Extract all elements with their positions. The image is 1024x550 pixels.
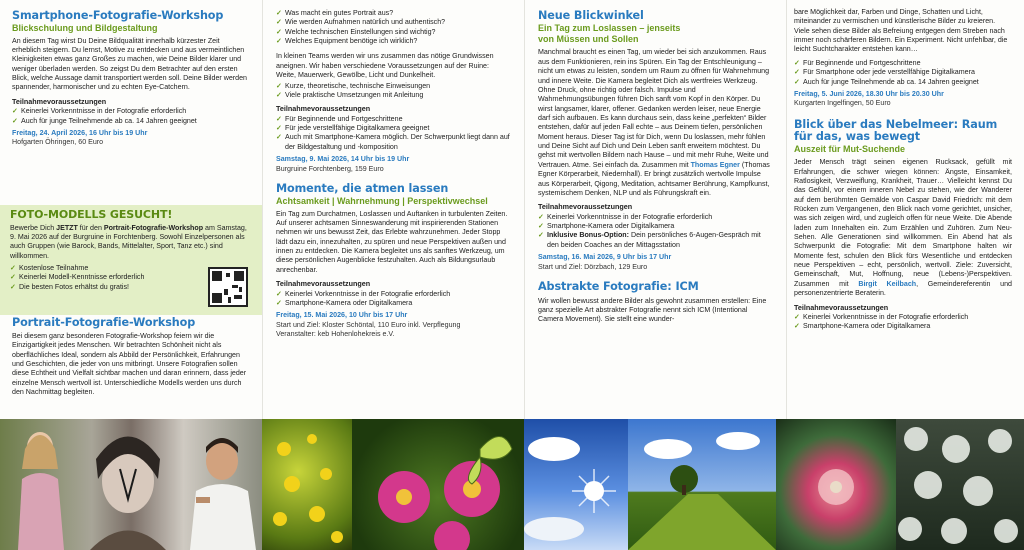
sky-sun-photo: [524, 419, 628, 550]
workshop-text-part: , Gemeindereferentin und personenzentrierte Beraterin.: [794, 279, 1012, 298]
requirements-list: [12, 107, 250, 126]
event-location: Start und Ziel: Kloster Schöntal, 110 Euro inkl. Verpflegung: [276, 320, 461, 329]
dandelion-illustration: [896, 419, 1024, 550]
event-date: Samstag, 16. Mai 2026, 9 Uhr bis 17 Uhr: [538, 253, 672, 262]
workshop-text: An diesem Tag wirst Du Deine Bildqualität innerhalb kürzester Zeit erheblich steigern. Du lernst, Motive zu entdecken und aus vermeintlichen Kleinigkeiten etwas ganz Großes zu machen, wie Deine Bilder klarer und weniger überladen werden. So zeigst Du dem Betrachter auf den ersten Blick, welche Aussage damit transportiert werden soll. Deine Bilder werden spannender, harmonischer und zu echten Eye-Catchern.: [12, 36, 247, 92]
butterfly-flowers-photo: [352, 419, 524, 550]
workshop-text: [538, 48, 772, 198]
list-item: ✓ Auch für junge Teilnehmende ab ca. 14 Jahren geeignet: [794, 78, 1012, 87]
features-list: [276, 82, 510, 101]
requirements-heading: Teilnahmevoraussetzungen: [276, 279, 371, 289]
workshop-title: Abstrakte Fotografie: ICM: [538, 279, 699, 293]
callout-text-part: für den: [77, 223, 104, 232]
list-item: ✓ Für Beginnende und Fortgeschrittene: [794, 59, 1012, 68]
workshop-text: Wir wollen bewusst andere Bilder als gewohnt zusammen erstellen: Eine ganz spezielle Art abstrakter Fotografie nennt sich ICM (Intentional Camera Movement). Sie stellt eine wunder-: [538, 296, 767, 324]
requirements-list: [794, 59, 1012, 87]
list-item: ✓ Smartphone-Kamera oder Digitalkamera: [794, 322, 1012, 331]
requirements-heading: Teilnahmevoraussetzungen: [794, 302, 889, 312]
workshop-title: Smartphone-Fotografie-Workshop: [12, 9, 224, 22]
event-location: Hofgarten Öhringen, 60 Euro: [12, 138, 104, 147]
sky-illustration: [524, 419, 628, 550]
requirements-heading: Teilnahmevoraussetzungen: [538, 202, 633, 212]
list-item: ✓ Keinerlei Modell-Kenntnisse erforderlich: [10, 273, 252, 282]
list-item: ✓ Welches Equipment benötige ich wirklich?: [276, 37, 510, 46]
list-item: ✓ Auch mit Smartphone-Kamera möglich. Der Schwerpunkt liegt dann auf der Bildgestaltung und -komposition: [276, 133, 510, 152]
column-1-lower: [0, 317, 262, 419]
workshop-subtitle: Ein Tag zum Loslassen – jenseits von Müssen und Sollen: [538, 22, 681, 44]
event-date: Freitag, 15. Mai 2026, 10 Uhr bis 17 Uhr: [276, 311, 408, 320]
list-item: ✓ Keinerlei Vorkenntnisse in der Fotografie erforderlich: [276, 290, 510, 299]
callout-text-part: Bewerbe Dich: [10, 223, 57, 232]
list-item: ✓ Viele praktische Umsetzungen mit Anleitung: [276, 91, 510, 100]
model-callout-box: [0, 205, 262, 315]
list-item: ✓ Für Beginnende und Fortgeschrittene: [276, 115, 510, 124]
abstract-flower-photo: [776, 419, 896, 550]
callout-title: FOTO-MODELLS GESUCHT!: [10, 208, 173, 221]
portrait-photos: [0, 419, 262, 550]
meadow-illustration: [628, 419, 776, 550]
list-item: ✓ Für jede verstellfähige Digitalkamera geeignet: [276, 124, 510, 133]
dandelions-photo: [896, 419, 1024, 550]
workshop-title: Neue Blickwinkel: [538, 9, 644, 22]
list-item: ✓ Smartphone-Kamera oder Digitalkamera: [538, 222, 772, 231]
list-item: ✓ Welche technischen Einstellungen sind wichtig?: [276, 28, 510, 37]
photo-strip: [0, 419, 1024, 550]
event-location: Kurgarten Ingelfingen, 50 Euro: [794, 99, 891, 108]
list-item: ✓ Was macht ein gutes Portrait aus?: [276, 9, 510, 18]
meadow-tree-photo: [628, 419, 776, 550]
event-date: Freitag, 5. Juni 2026, 18.30 Uhr bis 20.30 Uhr: [794, 89, 944, 98]
column-4: [786, 0, 1024, 419]
column-2: [262, 0, 524, 419]
workshop-text: bare Möglichkeit dar, Farben und Dinge, Schatten und Licht, miteinander zu vermischen und künstlerische Bilder zu kreieren. Viele sehen diese Bilder als Befreiung entgegen dem Streben nach immer noch schärferen Bildern. Ein Experiment. Nicht unfehlbar, die leicht Suchtcharakter entstehen kann…: [794, 8, 1008, 54]
flowers-illustration: [262, 419, 352, 550]
callout-emphasis: JETZT: [56, 223, 78, 232]
coach-name: Birgit Keilbach: [858, 279, 917, 288]
bonus-text: Dein persönliches 6-Augen-Gespräch mit den beiden Coaches an der Mittagsstation: [547, 231, 761, 249]
event-location: Start und Ziel: Dörzbach, 129 Euro: [538, 262, 648, 271]
workshop-subtitle: Auszeit für Mut-Suchende: [794, 144, 906, 155]
workshop-text: Bei diesem ganz besonderen Fotografie-Workshop feiern wir die Einzigartigkeit jedes Menschen. Wir betrachten Schönheit nicht als oberflächliches Ideal, sondern als Abbild der Persönlichkeit, Erfahrungen und Geschichten, die jeder von uns mitbringt. Unsere Fotografien sollen diese Echtheit und Vielfalt sichtbar machen und daran erinnern, dass jeder einzelne Mensch wertvoll ist. Unterschiedliche Modells werden uns durch den Nachmittag begleiten.: [12, 331, 247, 397]
coach-name: Thomas Egner: [690, 160, 740, 169]
column-3: [524, 0, 786, 419]
bonus-label: Inklusive Bonus-Option:: [547, 231, 629, 240]
workshop-subtitle: Achtsamkeit | Wahrnehmung | Perspektivwechsel: [276, 195, 488, 206]
workshop-text-part: Jeder Mensch trägt seinen eigenen Rucksack, gefüllt mit Erfahrungen, die schwer wiegen können: Ängste, Einsamkeit, Ratlosigkeit, Verzweiflung, Krankheit, Trauer… Vielleicht kennst Du das Gefühl, vor einem inneren Nebel zu stehen, wie der Wanderer auf dem berühmten Gemälde von Caspar David Friedrich: mit dem Rücken zum Vergangenen, den Blick nach vorne gerichtet, unsicher, was sich zeigen wird, und zugleich offen für neue Weite. Die Abende laden zum Innehalten ein. Zum Erzählen und Zuhören. Zum Neu-Sehen. Alle Generationen sind willkommen. Ein Abend hat als Schwerpunkt die Fotografie: Mit dem Smartphone halten wir Momente fest, schulen den Blick fürs Wesentliche und entdecken neue Perspektiven – echt, persönlich, wertvoll. Ziele: Zuversicht, Gemeinschaft, Mut, Hoffnung, neue (Lebens-)Perspektiven. Zusammen mit: [794, 158, 1012, 288]
portrait-illustration: [0, 419, 262, 550]
requirements-list: [538, 213, 772, 250]
butterfly-illustration: [352, 419, 524, 550]
list-item: ✓ Auch für junge Teilnehmende ab ca. 14 Jahren geeignet: [12, 117, 250, 126]
workshop-subtitle: Blickschulung und Bildgestaltung: [12, 22, 158, 33]
list-item: ✓ Keinerlei Vorkenntnisse in der Fotografie erforderlich: [794, 313, 1012, 322]
workshop-text-part: Manchmal braucht es einen Tag, um wieder bei sich anzukommen. Raus aus dem Funktionieren, rein ins Spüren. Ein Tag der Entschleunigung – nicht um etwas zu leisten, sondern um Raum zu öffnen für Wahrnehmung und innere Weite. Die Kamera begleitet Dich als wertfreies Werkzeug. Ohne Druck, ohne richtig oder falsch. Impulse und Wahrnehmungsübungen führen Dich sanft vom Kopf in den Körper. Du wirst langsamer, klarer, offener. Gedanken werden leiser, neue Energie darf sich aufbauen. Es kann durchaus sein, dass keine „perfekten“ Bilder entstehen, dafür auf jeden Fall echte – aus Deinem tiefen, persönlichen Moment heraus. Dieser Tag ist für Dich, wenn Du loslassen, mehr fühlen und Deine Sicht auf Dich und Dein Leben sanft erweitern möchtest. Du gehst mit wertvollen Bildern nach Hause – und mit mehr Ruhe, Weite und Vertrauen. Atme. Sei einfach da. Zusammen mit: [538, 48, 770, 169]
abstract-illustration: [776, 419, 896, 550]
requirements-heading: Teilnahmevoraussetzungen: [12, 96, 107, 106]
list-item: ✓ Kurze, theoretische, technische Einweisungen: [276, 82, 510, 91]
workshop-title: Portrait-Fotografie-Workshop: [12, 317, 196, 329]
list-item: ✓ Keinerlei Vorkenntnisse in der Fotografie erforderlich: [538, 213, 772, 222]
questions-list: [276, 9, 510, 46]
workshop-title: Momente, die atmen lassen: [276, 181, 449, 195]
yellow-flowers-photo: [262, 419, 352, 550]
list-item: ✓ Kostenlose Teilnahme: [10, 264, 252, 273]
workshop-text: [794, 158, 1012, 298]
workshop-title: Blick über das Nebelmeer: Raum für das, was bewegt: [794, 117, 998, 144]
event-organizer: Veranstalter: keb Hohenlohekreis e.V.: [276, 330, 395, 339]
list-item: ✓ Für Smartphone oder jede verstellfähige Digitalkamera: [794, 68, 1012, 77]
event-date: Samstag, 9. Mai 2026, 14 Uhr bis 19 Uhr: [276, 155, 410, 164]
list-item: ✓ Keinerlei Vorkenntnisse in der Fotografie erforderlich: [12, 107, 250, 116]
workshop-text: Ein Tag zum Durchatmen, Loslassen und Auftanken in turbulenten Zeiten. Auf unserer achtsamen Sinneswanderung mit inspirierenden Stationen nehmen wir uns bewusst Zeit, das Erlebte wahrzunehmen. Jeder Stopp lädt dazu ein, innezuhalten, zu spüren und neue Perspektiven außen und innen zu entdecken. Die Kamera begleitet uns als sanftes Werkzeug, um diese persönlichen Augenblicke festzuhalten. Auch als Bildungsurlaub anrechenbar.: [276, 209, 508, 274]
event-date: Freitag, 24. April 2026, 16 Uhr bis 19 Uhr: [12, 129, 148, 138]
callout-text-part: am Samstag, 9. Mai 2026 auf der Burgruine in Forchtenberg. Sowohl Einzelpersonen als auch Gruppen (wie Barock, Bands, Mittelalter, Sport, Tanz etc.) sind willkommen.: [10, 223, 247, 260]
list-item: ✓ Wie werden Aufnahmen natürlich und authentisch?: [276, 18, 510, 27]
callout-text: [10, 224, 252, 261]
list-item: ✓ Die besten Fotos erhältst du gratis!: [10, 283, 252, 292]
qr-code[interactable]: [208, 267, 248, 307]
requirements-list: [276, 290, 510, 309]
workshop-text: In kleinen Teams werden wir uns zusammen das nötige Grundwissen aneignen. Wir haben verschiedene Voraussetzungen auf der Ruine: Weite, Mauerwerk, Gewölbe, Licht und Dunkelheit.: [276, 52, 494, 80]
requirements-heading: Teilnahmevoraussetzungen: [276, 104, 371, 114]
callout-workshop-name: Portrait-Fotografie-Workshop: [103, 223, 204, 232]
requirements-list: [276, 115, 510, 152]
event-location: Burgruine Forchtenberg, 159 Euro: [276, 164, 384, 173]
list-item: ✓ Smartphone-Kamera oder Digitalkamera: [276, 299, 510, 308]
list-item: [538, 231, 772, 250]
requirements-list: [794, 313, 1012, 332]
workshop-text-part: (Thomas Egner Körperarbeit, Niedernhall). Er bringt zusätzlich wertvolle Impulse aus Körperarbeit, Qigong, Meditation, achtsamer Berührung, Kampfkunst, systemischem Denken, NLP und als Führungskraft ein.: [538, 160, 770, 197]
